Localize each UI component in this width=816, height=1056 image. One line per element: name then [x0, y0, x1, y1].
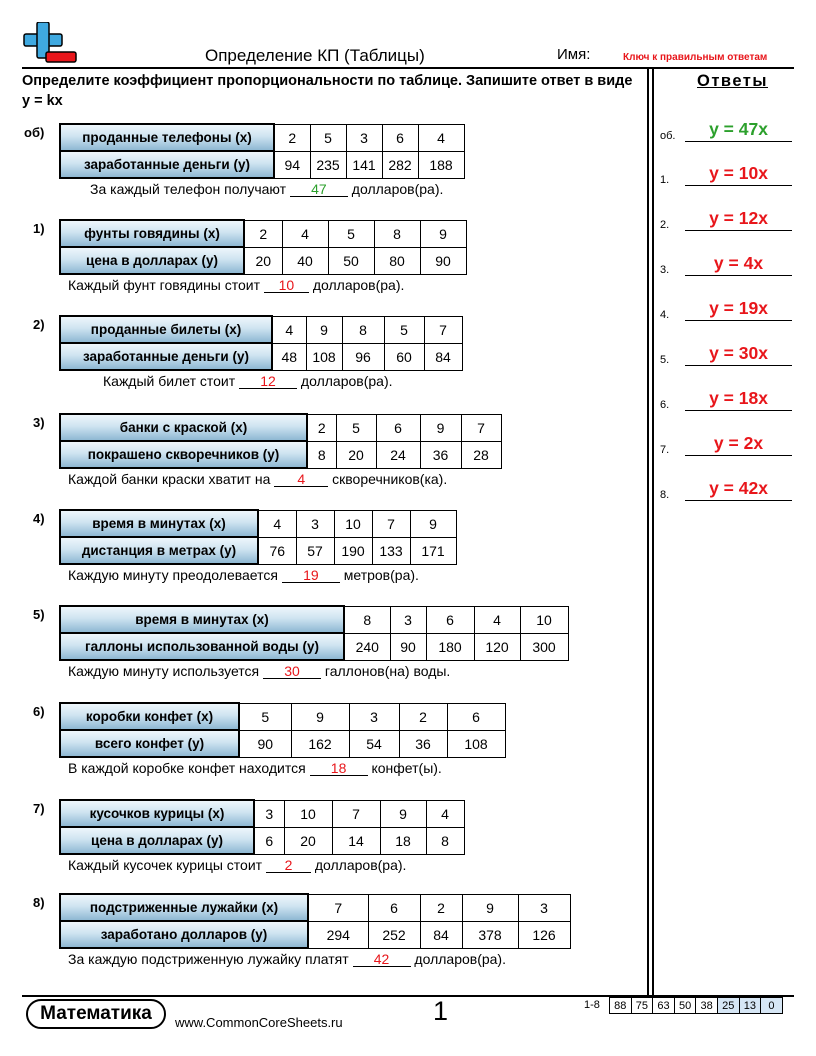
table-row [60, 800, 464, 827]
table-cell: 90 [239, 730, 291, 757]
table-cell: 9 [380, 800, 426, 827]
row-header: заработано долларов (y) [60, 921, 308, 948]
table-cell: 6 [447, 703, 505, 730]
table-cell: 20 [336, 441, 376, 468]
table-cell: 3 [518, 894, 570, 921]
table-cell: 7 [461, 414, 501, 441]
table-cell: 9 [462, 894, 518, 921]
table-cell: 2 [244, 220, 282, 247]
answer-key-label: Ключ к правильным ответам [623, 52, 768, 63]
table-cell: 50 [328, 247, 374, 274]
answer-number: 3. [660, 264, 670, 276]
table-row [60, 414, 501, 441]
problem-number: 4) [33, 511, 45, 526]
table-cell: 3 [296, 510, 334, 537]
table-cell: 141 [346, 151, 382, 178]
score-cell: 25 [717, 998, 739, 1014]
table-cell: 2 [307, 414, 336, 441]
answer-line [685, 141, 792, 142]
table-cell: 108 [306, 343, 342, 370]
answer-line [685, 320, 792, 321]
table-cell: 57 [296, 537, 334, 564]
site-url: www.CommonCoreSheets.ru [175, 1015, 343, 1030]
table-cell: 9 [420, 220, 466, 247]
answer-sentence [68, 471, 447, 487]
sentence-suffix: долларов(ра). [308, 277, 405, 293]
table-cell: 3 [254, 800, 284, 827]
table-cell: 378 [462, 921, 518, 948]
table-cell: 18 [380, 827, 426, 854]
table-cell: 90 [420, 247, 466, 274]
answer-line [685, 365, 792, 366]
answer-value: y = 42x [709, 478, 768, 498]
problem-number: 3) [33, 415, 45, 430]
table-cell: 4 [418, 124, 464, 151]
problem-number: 8) [33, 895, 45, 910]
answers-column-divider-inner [652, 67, 654, 997]
answer-line [685, 500, 792, 501]
ratio-table [59, 315, 463, 371]
row-header: кусочков курицы (x) [60, 800, 254, 827]
table-row [60, 343, 462, 370]
answer-sentence [68, 663, 450, 679]
answer-sentence [68, 857, 406, 873]
table-cell: 8 [342, 316, 384, 343]
table-row [60, 510, 456, 537]
score-cell: 75 [631, 998, 653, 1014]
table-cell: 171 [410, 537, 456, 564]
sentence-prefix: Каждый кусочек курицы стоит [68, 857, 266, 873]
sentence-suffix: долларов(ра). [297, 373, 393, 389]
row-header: время в минутах (x) [60, 510, 258, 537]
answer-row [660, 385, 796, 411]
answers-title: Ответы [697, 72, 768, 90]
row-header: фунты говядины (x) [60, 220, 244, 247]
table-cell: 282 [382, 151, 418, 178]
table-cell: 4 [258, 510, 296, 537]
table-cell: 7 [332, 800, 380, 827]
table-cell: 80 [374, 247, 420, 274]
table-cell: 20 [244, 247, 282, 274]
page-title: Определение КП (Таблицы) [205, 46, 425, 65]
score-cell: 50 [674, 998, 696, 1014]
score-cell: 88 [610, 998, 632, 1014]
answer-row [660, 205, 796, 231]
table-cell: 8 [374, 220, 420, 247]
sentence-prefix: Каждый билет стоит [103, 373, 240, 389]
header-divider [22, 67, 794, 69]
table-cell: 3 [349, 703, 399, 730]
answer-blank: 19 [282, 568, 340, 583]
table-cell: 180 [426, 633, 474, 660]
answer-number: 6. [660, 399, 670, 411]
answer-sentence [68, 567, 419, 583]
table-cell: 294 [308, 921, 368, 948]
score-cell: 0 [761, 998, 783, 1014]
row-header: дистанция в метрах (y) [60, 537, 258, 564]
table-cell: 4 [272, 316, 306, 343]
ratio-table [59, 123, 465, 179]
answer-value: y = 18x [709, 388, 768, 408]
name-label: Имя: [557, 46, 591, 63]
row-header: заработанные деньги (y) [60, 151, 274, 178]
sentence-prefix: В каждой коробке конфет находится [68, 760, 310, 776]
row-header: покрашено скворечников (y) [60, 441, 307, 468]
table-cell: 40 [282, 247, 328, 274]
answer-blank: 30 [263, 664, 321, 679]
answer-line [685, 455, 792, 456]
sentence-prefix: Каждую минуту преодолевается [68, 567, 282, 583]
table-row [60, 316, 462, 343]
table-cell: 5 [384, 316, 424, 343]
table-cell: 60 [384, 343, 424, 370]
table-cell: 240 [344, 633, 390, 660]
answer-number: 2. [660, 219, 670, 231]
row-header: заработанные деньги (y) [60, 343, 272, 370]
answer-line [685, 410, 792, 411]
table-cell: 4 [282, 220, 328, 247]
table-cell: 9 [306, 316, 342, 343]
instructions: Определите коэффициент пропорциональности по таблице. Запишите ответ в виде y = kx [22, 73, 633, 109]
sentence-prefix: Каждый фунт говядины стоит [68, 277, 264, 293]
problem-number: 7) [33, 801, 45, 816]
table-cell: 4 [426, 800, 464, 827]
table-cell: 108 [447, 730, 505, 757]
answer-line [685, 230, 792, 231]
answer-row [660, 430, 796, 456]
table-cell: 2 [420, 894, 462, 921]
table-cell: 235 [310, 151, 346, 178]
table-cell: 84 [424, 343, 462, 370]
row-header: проданные билеты (x) [60, 316, 272, 343]
table-cell: 24 [376, 441, 420, 468]
answer-blank: 2 [266, 858, 311, 873]
sentence-suffix: метров(ра). [339, 567, 419, 583]
row-header: галлоны использованной воды (y) [60, 633, 344, 660]
table-cell: 10 [520, 606, 568, 633]
table-cell: 6 [368, 894, 420, 921]
table-cell: 5 [239, 703, 291, 730]
page-number: 1 [433, 996, 449, 1026]
answer-blank: 47 [290, 182, 348, 197]
table-cell: 36 [399, 730, 447, 757]
row-header: коробки конфет (x) [60, 703, 239, 730]
score-range-label: 1-8 [584, 999, 600, 1011]
table-cell: 96 [342, 343, 384, 370]
row-header: всего конфет (y) [60, 730, 239, 757]
answer-number: 1. [660, 174, 670, 186]
table-cell: 9 [291, 703, 349, 730]
table-cell: 190 [334, 537, 372, 564]
table-row [60, 730, 505, 757]
problem-number: 2) [33, 317, 45, 332]
sentence-suffix: долларов(ра). [347, 181, 444, 197]
row-header: подстриженные лужайки (x) [60, 894, 308, 921]
table-cell: 5 [336, 414, 376, 441]
table-row [60, 151, 464, 178]
table-cell: 94 [274, 151, 310, 178]
table-cell: 8 [344, 606, 390, 633]
score-cell: 38 [696, 998, 718, 1014]
ratio-table [59, 702, 506, 758]
table-cell: 6 [426, 606, 474, 633]
table-row [60, 537, 456, 564]
row-header: банки с краской (x) [60, 414, 307, 441]
table-cell: 54 [349, 730, 399, 757]
table-cell: 4 [474, 606, 520, 633]
answer-sentence [90, 181, 443, 197]
table-cell: 84 [420, 921, 462, 948]
ratio-table [59, 509, 457, 565]
answer-sentence [103, 373, 393, 389]
answers-column-divider [647, 67, 649, 997]
answer-row [660, 340, 796, 366]
ratio-table [59, 413, 502, 469]
answer-blank: 4 [274, 472, 328, 487]
table-cell: 2 [274, 124, 310, 151]
answer-value: y = 47x [709, 119, 768, 139]
answer-value: y = 2x [713, 433, 764, 453]
answer-number: 5. [660, 354, 670, 366]
answer-blank: 18 [310, 761, 368, 776]
table-row [60, 441, 501, 468]
table-cell: 120 [474, 633, 520, 660]
table-cell: 6 [376, 414, 420, 441]
table-cell: 126 [518, 921, 570, 948]
table-row [60, 124, 464, 151]
table-row [60, 921, 570, 948]
table-cell: 10 [284, 800, 332, 827]
score-cell: 13 [739, 998, 761, 1014]
table-row [60, 827, 464, 854]
answer-sentence [68, 951, 506, 967]
score-table [609, 997, 783, 1014]
table-cell: 10 [334, 510, 372, 537]
table-cell: 7 [424, 316, 462, 343]
ratio-table [59, 219, 467, 275]
table-cell: 252 [368, 921, 420, 948]
sentence-suffix: долларов(ра). [310, 857, 407, 873]
ratio-table [59, 893, 571, 949]
problem-number: об) [24, 125, 45, 140]
table-row [60, 606, 568, 633]
table-row [60, 703, 505, 730]
row-header: цена в долларах (y) [60, 827, 254, 854]
table-cell: 3 [346, 124, 382, 151]
answer-value: y = 19x [709, 298, 768, 318]
table-row [60, 633, 568, 660]
table-row [60, 247, 466, 274]
table-cell: 5 [328, 220, 374, 247]
answer-row [660, 295, 796, 321]
answer-row [660, 250, 796, 276]
answer-blank: 10 [264, 278, 309, 293]
problem-number: 6) [33, 704, 45, 719]
answer-row [660, 160, 796, 186]
answer-number: об. [660, 130, 676, 142]
table-row [60, 894, 570, 921]
answer-line [685, 185, 792, 186]
table-cell: 6 [254, 827, 284, 854]
table-cell: 48 [272, 343, 306, 370]
row-header: время в минутах (x) [60, 606, 344, 633]
sentence-prefix: Каждой банки краски хватит на [68, 471, 275, 487]
sentence-suffix: галлонов(на) воды. [321, 663, 451, 679]
table-cell: 8 [307, 441, 336, 468]
table-cell: 8 [426, 827, 464, 854]
brand-badge: Математика [26, 999, 166, 1029]
table-cell: 5 [310, 124, 346, 151]
table-cell: 188 [418, 151, 464, 178]
table-cell: 90 [390, 633, 426, 660]
table-cell: 76 [258, 537, 296, 564]
answer-row [660, 116, 796, 142]
score-cell: 63 [653, 998, 675, 1014]
sentence-suffix: долларов(ра). [410, 951, 506, 967]
row-header: цена в долларах (y) [60, 247, 244, 274]
table-cell: 28 [461, 441, 501, 468]
answer-number: 4. [660, 309, 670, 321]
sentence-prefix: За каждый телефон получают [90, 181, 290, 197]
answer-value: y = 12x [709, 208, 768, 228]
table-cell: 36 [420, 441, 461, 468]
sentence-suffix: скворечников(ка). [328, 471, 448, 487]
table-cell: 300 [520, 633, 568, 660]
sentence-prefix: Каждую минуту используется [68, 663, 263, 679]
row-header: проданные телефоны (x) [60, 124, 274, 151]
logo-plus-minus-icon [22, 22, 78, 68]
answer-line [685, 275, 792, 276]
ratio-table [59, 799, 465, 855]
answer-number: 7. [660, 444, 670, 456]
answer-value: y = 10x [709, 163, 768, 183]
answer-blank: 42 [353, 952, 411, 967]
answer-sentence [68, 760, 442, 776]
answer-number: 8. [660, 489, 670, 501]
table-cell: 9 [420, 414, 461, 441]
answer-blank: 12 [239, 374, 297, 389]
answer-value: y = 4x [713, 253, 764, 273]
table-cell: 3 [390, 606, 426, 633]
sentence-suffix: конфет(ы). [367, 760, 442, 776]
problem-number: 1) [33, 221, 45, 236]
table-cell: 6 [382, 124, 418, 151]
table-cell: 9 [410, 510, 456, 537]
ratio-table [59, 605, 569, 661]
table-row [60, 220, 466, 247]
table-cell: 14 [332, 827, 380, 854]
problem-number: 5) [33, 607, 45, 622]
answer-sentence [68, 277, 404, 293]
table-cell: 2 [399, 703, 447, 730]
table-cell: 7 [372, 510, 410, 537]
table-cell: 133 [372, 537, 410, 564]
answer-value: y = 30x [709, 343, 768, 363]
table-cell: 7 [308, 894, 368, 921]
table-cell: 162 [291, 730, 349, 757]
answer-row [660, 475, 796, 501]
table-cell: 20 [284, 827, 332, 854]
sentence-prefix: За каждую подстриженную лужайку платят [68, 951, 353, 967]
